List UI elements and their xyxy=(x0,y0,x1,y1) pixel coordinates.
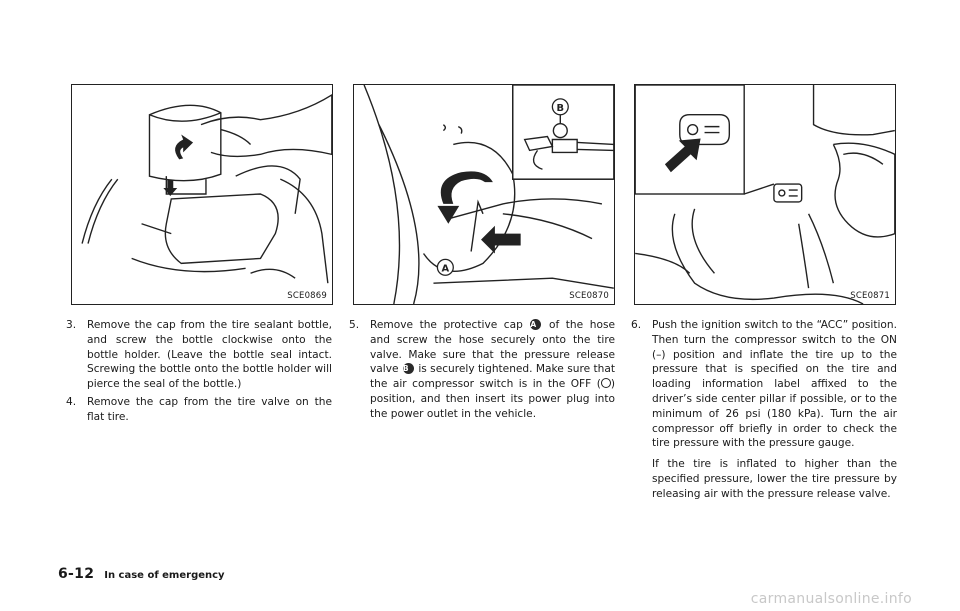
step-6-note: If the tire is inflated to higher than the specified pressure, lower the tire pressure by releasing air with the pressure release valve. xyxy=(652,458,897,500)
step-text-part1: Remove the protective cap xyxy=(370,319,523,331)
step-number: 5. xyxy=(349,319,360,331)
figure-sealant-bottle xyxy=(71,84,333,305)
step-text-part2: of the hose and screw the hose securely onto the tire valve. Make sure that the pressure release valve xyxy=(370,319,615,376)
figure-ignition-switch xyxy=(634,84,896,305)
step-number: 3. xyxy=(66,319,77,331)
step-3 xyxy=(66,318,332,392)
callout-a-marker: A xyxy=(530,319,541,330)
step-4 xyxy=(66,395,332,425)
off-symbol-icon xyxy=(601,378,611,388)
step-5 xyxy=(349,318,615,422)
callout-b: B xyxy=(556,102,565,114)
step-text-part3: is securely tightened. Make sure that the air compressor switch is in the OFF ( xyxy=(370,363,615,391)
sealant-bottle-illustration xyxy=(72,85,332,304)
watermark: carmanualsonline.info xyxy=(750,591,912,607)
hose-connection-illustration xyxy=(354,85,614,304)
column-left xyxy=(66,318,332,428)
page-number: 6-12 xyxy=(58,566,95,582)
figure-hose-connection xyxy=(353,84,615,305)
figure-code: SCE0869 xyxy=(287,291,327,301)
ignition-switch-illustration xyxy=(635,85,895,304)
figure-code: SCE0870 xyxy=(569,291,609,301)
step-text: Push the ignition switch to the “ACC” position. Then turn the compressor switch to the ON (–) position and inflate the tire up to the pressure that is specified on the tire and loading information label affixed to the driver’s side center pillar if possible, or to the minimum of 26 psi (180 kPa). Turn the air compressor off briefly in order to check the tire pressure with the pressure gauge. xyxy=(652,319,897,450)
step-number: 4. xyxy=(66,395,77,408)
callout-a: A xyxy=(441,263,450,275)
step-text: Remove the cap from the tire valve on the flat tire. xyxy=(87,395,332,423)
step-6 xyxy=(631,318,897,451)
column-middle xyxy=(349,318,615,425)
step-number: 6. xyxy=(631,319,642,331)
step-text: Remove the cap from the tire sealant bottle, and screw the bottle clockwise onto the bottle holder. (Leave the bottle seal intact. Screwing the bottle onto the bottle holder will pierce the seal of the bottle.) xyxy=(87,319,332,391)
callout-b-marker: B xyxy=(403,363,414,374)
page-footer xyxy=(58,566,225,582)
figure-code: SCE0871 xyxy=(850,291,890,301)
step-text-part4: ) position, and then insert its power plug into the power outlet in the vehicle. xyxy=(370,378,615,420)
column-right xyxy=(631,318,897,502)
section-title: In case of emergency xyxy=(104,570,225,581)
